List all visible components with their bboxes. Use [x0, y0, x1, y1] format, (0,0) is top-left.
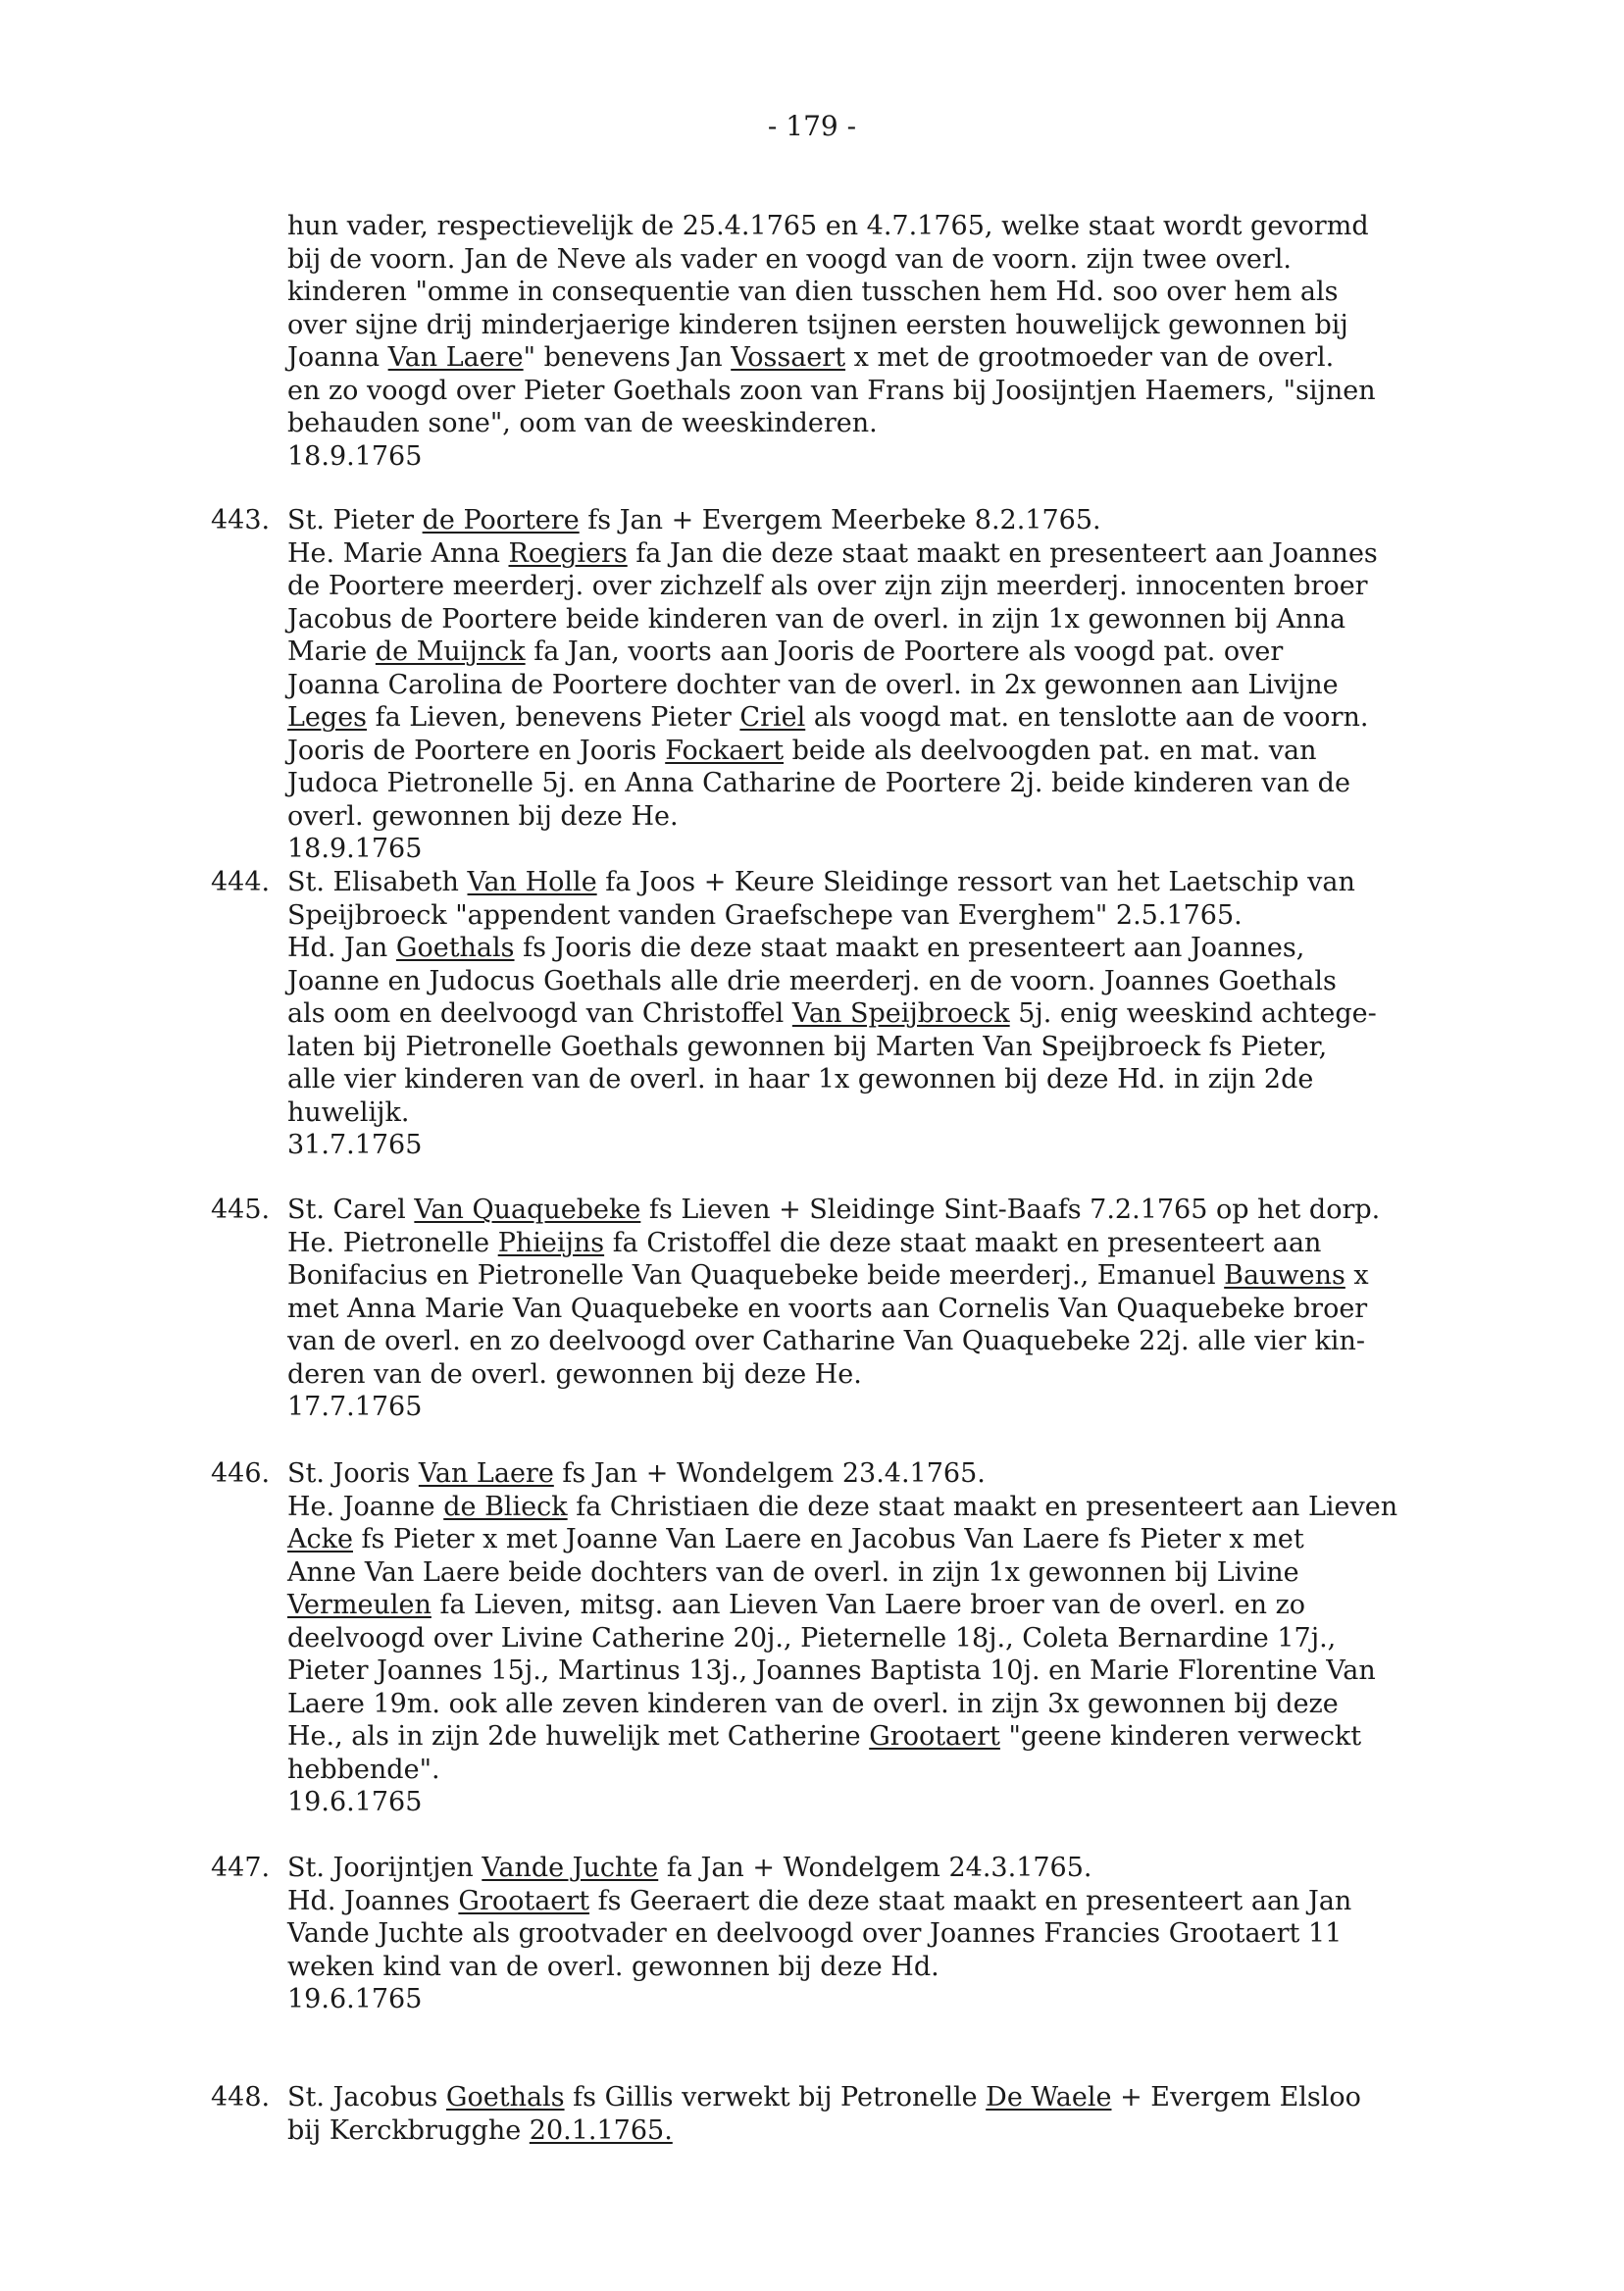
text-run: van de overl. en zo deelvoogd over Catharine Van Quaquebeke 22j. alle vier kin- [287, 1326, 1365, 1356]
text-line [287, 1096, 1564, 1130]
text-run: x met de grootmoeder van de overl. [845, 342, 1335, 373]
text-run: Joanne en Judocus Goethals alle drie meerderj. en de voorn. Joannes Goethals [287, 965, 1337, 996]
underlined-surname: Van Holle [467, 867, 597, 897]
text-line [287, 701, 1564, 735]
text-run: fs Jan + Evergem Meerbeke 8.2.1765. [579, 505, 1101, 535]
text-run: als voogd mat. en tenslotte aan de voorn. [805, 702, 1369, 733]
text-run: Jooris de Poortere en Jooris [287, 735, 666, 766]
text-run: He. Marie Anna [287, 537, 509, 569]
entry-number: 444. [211, 867, 271, 897]
text-line [287, 1259, 1564, 1293]
text-run: fa Jan + Wondelgem 24.3.1765. [658, 1853, 1092, 1883]
text-line [287, 997, 1564, 1031]
text-run: Bonifacius en Pietronelle Van Quaquebeke beide meerderj., Emanuel [287, 1260, 1225, 1291]
text-run: Hd. Jan [287, 933, 396, 963]
text-run: als oom en deelvoogd van Christoffel [287, 998, 792, 1029]
text-line [287, 1457, 1564, 1491]
text-line [287, 1491, 1564, 1524]
text-line [287, 1917, 1564, 1951]
record-entry-443 [211, 504, 1564, 866]
text-run: St. Jooris [287, 1458, 419, 1489]
text-line [287, 1031, 1564, 1064]
text-line [287, 1325, 1564, 1358]
text-run: St. Carel [287, 1195, 415, 1225]
intro-paragraph [287, 210, 1552, 473]
text-run: Marie [287, 636, 376, 667]
text-run: fs Jooris die deze staat maakt en presenteert aan Joannes, [514, 933, 1305, 963]
record-date: 31.7.1765 [287, 1130, 423, 1160]
text-run: fa Lieven, mitsg. aan Lieven Van Laere broer van de overl. en zo [431, 1590, 1306, 1620]
underlined-surname: Vossaert [731, 342, 846, 373]
text-run: Laere 19m. ook alle zeven kinderen van de overl. in zijn 3x gewonnen bij deze [287, 1688, 1339, 1719]
record-date: 18.9.1765 [287, 834, 423, 864]
text-run: Joanna [287, 342, 388, 373]
text-line [287, 309, 1552, 342]
underlined-surname: de Blieck [443, 1491, 568, 1522]
text-run: alle vier kinderen van de overl. in haar 1x gewonnen bij deze Hd. in zijn 2de [287, 1064, 1314, 1095]
entry-body [287, 1457, 1564, 1819]
text-line [287, 636, 1564, 669]
underlined-surname: Goethals [445, 2082, 565, 2113]
underlined-surname: Acke [287, 1524, 353, 1554]
underlined-surname: Grootaert [869, 1721, 1000, 1752]
record-date: 19.6.1765 [287, 1984, 423, 2014]
text-line [287, 276, 1552, 309]
text-run: Vande Juchte als grootvader en deelvoogd over Joannes Francies Grootaert 11 [287, 1918, 1343, 1949]
text-line [287, 407, 1552, 440]
text-line [287, 866, 1564, 899]
entry-body [287, 2081, 1564, 2147]
text-run: bij de voorn. Jan de Neve als vader en voogd van de voorn. zijn twee overl. [287, 243, 1292, 275]
text-run: 5j. enig weeskind achtege- [1009, 998, 1377, 1029]
text-run: fa Joos + Keure Sleidinge ressort van het Laetschip van [596, 867, 1355, 897]
text-line [287, 1358, 1564, 1392]
record-date: 19.6.1765 [287, 1787, 423, 1817]
text-run: beide als deelvoogden pat. en mat. van [784, 735, 1317, 766]
text-line [287, 570, 1564, 603]
text-run: St. Pieter [287, 505, 423, 535]
text-line [287, 504, 1564, 537]
text-line [287, 210, 1552, 243]
entry-body [287, 504, 1564, 866]
text-run: Anne Van Laere beide dochters van de overl. in zijn 1x gewonnen bij Livine [287, 1556, 1299, 1588]
text-run: fs Lieven + Sleidinge Sint-Baafs 7.2.1765 op het dorp. [640, 1195, 1381, 1225]
text-line [287, 1951, 1564, 1984]
text-run: hebbende". [287, 1754, 440, 1785]
text-run: Jacobus de Poortere beide kinderen van de overl. in zijn 1x gewonnen bij Anna [287, 603, 1346, 635]
text-run: fa Lieven, benevens Pieter [367, 702, 740, 733]
underlined-surname: de Muijnck [375, 636, 526, 667]
entry-body [287, 1194, 1564, 1424]
text-run: He., als in zijn 2de huwelijk met Catherine [287, 1721, 870, 1752]
entry-body [287, 866, 1564, 1162]
text-line [287, 341, 1552, 375]
text-line [287, 2081, 1564, 2114]
text-line [287, 965, 1564, 998]
text-run: met Anna Marie Van Quaquebeke en voorts aan Cornelis Van Quaquebeke broer [287, 1293, 1368, 1324]
underlined-surname: Fockaert [665, 735, 785, 766]
text-run: fs Gillis verwekt bij Petronelle [564, 2082, 987, 2113]
text-run: kinderen "omme in consequentie van dien tusschen hem Hd. soo over hem als [287, 277, 1339, 307]
record-entry-445 [211, 1194, 1564, 1424]
text-line [287, 1556, 1564, 1590]
underlined-surname: Goethals [395, 933, 515, 963]
text-run: x [1345, 1260, 1369, 1291]
text-line [287, 1622, 1564, 1655]
text-line [287, 1688, 1564, 1721]
text-line [287, 1063, 1564, 1096]
text-run: Hd. Joannes [287, 1885, 459, 1916]
record-entry-447 [211, 1852, 1564, 2016]
text-line [287, 800, 1564, 834]
entry-number: 448. [211, 2082, 271, 2113]
text-line [287, 669, 1564, 702]
underlined-surname: Van Laere [387, 342, 524, 373]
text-run: overl. gewonnen bij deze He. [287, 800, 679, 832]
text-line [287, 1589, 1564, 1622]
text-line [287, 767, 1564, 800]
record-date: 17.7.1765 [287, 1392, 423, 1422]
page-number: - 179 - [767, 110, 857, 142]
text-line [287, 735, 1564, 768]
text-line [287, 537, 1564, 571]
text-run: fs Geeraert die deze staat maakt en presenteert aan Jan [589, 1885, 1352, 1916]
underlined-surname: Vermeulen [287, 1590, 431, 1620]
underlined-surname: Van Quaquebeke [414, 1195, 641, 1225]
text-run: laten bij Pietronelle Goethals gewonnen bij Marten Van Speijbroeck fs Pieter, [287, 1031, 1328, 1062]
text-run: weken kind van de overl. gewonnen bij deze Hd. [287, 1951, 939, 1982]
underlined-surname: Van Laere [418, 1458, 554, 1489]
text-run: fa Christiaen die deze staat maakt en presenteert aan Lieven [567, 1491, 1398, 1522]
text-run: hun vader, respectievelijk de 25.4.1765 en 4.7.1765, welke staat wordt gevormd [287, 211, 1369, 241]
text-run: St. Joorijntjen [287, 1853, 482, 1883]
text-run: deelvoogd over Livine Catherine 20j., Pieternelle 18j., Coleta Bernardine 17j., [287, 1622, 1337, 1654]
text-line [287, 899, 1564, 933]
text-run: huwelijk. [287, 1096, 410, 1128]
text-line [287, 603, 1564, 636]
underlined-surname: Criel [739, 702, 806, 733]
text-line [287, 1293, 1564, 1326]
entry-number: 443. [211, 505, 271, 535]
text-line [287, 243, 1552, 277]
record-entry-446 [211, 1457, 1564, 1819]
text-run: en zo voogd over Pieter Goethals zoon van Frans bij Joosijntjen Haemers, "sijnen [287, 375, 1376, 406]
underlined-surname: Leges [287, 702, 368, 733]
text-run: He. Joanne [287, 1491, 444, 1522]
entry-body [287, 1852, 1564, 2016]
entry-number: 447. [211, 1853, 271, 1883]
text-run: fa Cristoffel die deze staat maakt en presenteert aan [604, 1227, 1322, 1258]
text-line [287, 2114, 1564, 2148]
text-line [287, 1227, 1564, 1260]
text-line [287, 1523, 1564, 1556]
text-run: behauden sone", oom van de weeskinderen. [287, 408, 878, 438]
underlined-surname: De Waele [986, 2082, 1112, 2113]
text-run: deren van de overl. gewonnen bij deze He. [287, 1358, 862, 1390]
underlined-surname: Bauwens [1224, 1260, 1345, 1291]
text-line [287, 1720, 1564, 1754]
text-run: fs Pieter x met Joanne Van Laere en Jacobus Van Laere fs Pieter x met [352, 1524, 1304, 1554]
underlined-surname: 20.1.1765. [529, 2114, 673, 2146]
underlined-surname: Roegiers [508, 537, 628, 569]
text-run: " benevens Jan [523, 342, 732, 373]
text-run: Judoca Pietronelle 5j. en Anna Catharine de Poortere 2j. beide kinderen van de [287, 768, 1350, 798]
record-entry-444 [211, 866, 1564, 1162]
underlined-surname: de Poortere [422, 505, 580, 535]
text-line [287, 932, 1564, 965]
text-run: "geene kinderen verweckt [999, 1721, 1362, 1752]
text-run: St. Jacobus [287, 2082, 446, 2113]
text-run: Joanna Carolina de Poortere dochter van de overl. in 2x gewonnen aan Livijne [287, 669, 1339, 700]
text-run: + Evergem Elsloo [1111, 2082, 1361, 2113]
text-run: fs Jan + Wondelgem 23.4.1765. [553, 1458, 986, 1489]
text-run: Pieter Joannes 15j., Martinus 13j., Joannes Baptista 10j. en Marie Florentine Van [287, 1655, 1376, 1686]
text-run: fa Jan, voorts aan Jooris de Poortere als voogd pat. over [525, 636, 1284, 667]
text-run: He. Pietronelle [287, 1227, 498, 1258]
record-date: 18.9.1765 [287, 440, 423, 472]
text-line [287, 1655, 1564, 1688]
text-run: St. Elisabeth [287, 867, 468, 897]
underlined-surname: Grootaert [458, 1885, 590, 1916]
underlined-surname: Phieijns [497, 1227, 605, 1258]
underlined-surname: Van Speijbroeck [791, 998, 1010, 1029]
text-line [287, 1754, 1564, 1787]
text-line [287, 1852, 1564, 1885]
text-run: over sijne drij minderjaerige kinderen tsijnen eersten houwelijck gewonnen bij [287, 309, 1348, 340]
entry-number: 446. [211, 1458, 271, 1489]
text-run: Speijbroeck "appendent vanden Graefschepe van Everghem" 2.5.1765. [287, 899, 1243, 931]
underlined-surname: Vande Juchte [482, 1853, 659, 1883]
record-entry-448 [211, 2081, 1564, 2147]
text-run: fa Jan die deze staat maakt en presenteert aan Joannes [627, 537, 1378, 569]
text-line [287, 375, 1552, 408]
text-run: bij Kerckbrugghe [287, 2114, 530, 2146]
entry-number: 445. [211, 1195, 271, 1225]
text-line [287, 1885, 1564, 1918]
text-run: de Poortere meerderj. over zichzelf als over zijn zijn meerderj. innocenten broer [287, 571, 1368, 601]
text-line [287, 1194, 1564, 1227]
